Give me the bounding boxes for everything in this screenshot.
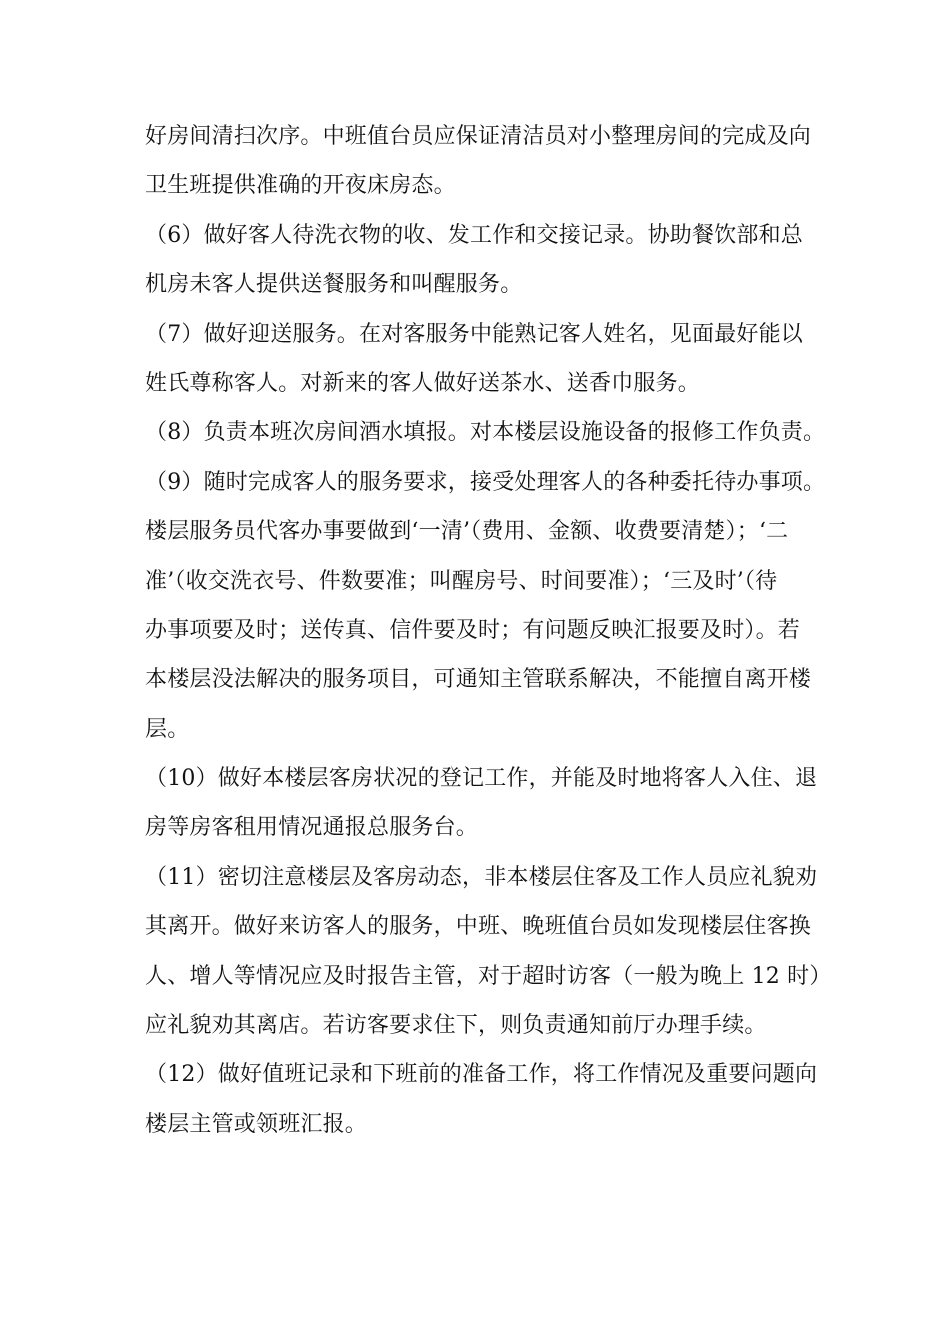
text-line: （12）做好值班记录和下班前的准备工作，将工作情况及重要问题向 xyxy=(145,1062,818,1088)
text-line: 姓氏尊称客人。对新来的客人做好送茶水、送香巾服务。 xyxy=(145,370,701,396)
text-line: 准’（收交洗衣号、件数要准；叫醒房号、时间要准）；‘三及时’（待 xyxy=(145,568,778,594)
text-line: 楼层主管或领班汇报。 xyxy=(145,1111,368,1137)
text-line: （10）做好本楼层客房状况的登记工作，并能及时地将客人入住、退 xyxy=(145,766,818,792)
text-line: （11）密切注意楼层及客房动态，非本楼层住客及工作人员应礼貌劝 xyxy=(145,864,818,890)
text-line: （9）随时完成客人的服务要求，接受处理客人的各种委托待办事项。 xyxy=(145,469,826,495)
text-line: 机房未客人提供送餐服务和叫醒服务。 xyxy=(145,272,523,298)
text-line: 其离开。做好来访客人的服务，中班、晚班值台员如发现楼层住客换 xyxy=(145,914,812,940)
text-line: 房等房客租用情况通报总服务台。 xyxy=(145,815,479,841)
text-line: 好房间清扫次序。中班值台员应保证清洁员对小整理房间的完成及向 xyxy=(145,124,812,149)
text-line: （8）负责本班次房间酒水填报。对本楼层设施设备的报修工作负责。 xyxy=(145,420,826,446)
text-line: 人、增人等情况应及时报告主管，对于超时访客（一般为晚上 12 时） xyxy=(145,963,832,989)
text-line: （6）做好客人待洗衣物的收、发工作和交接记录。协助餐饮部和总 xyxy=(145,222,803,248)
text-line: 楼层服务员代客办事要做到‘一清’（费用、金额、收费要清楚）；‘二 xyxy=(145,519,789,545)
text-line: （7）做好迎送服务。在对客服务中能熟记客人姓名，见面最好能以 xyxy=(145,321,803,347)
text-line: 办事项要及时；送传真、信件要及时；有问题反映汇报要及时）。若 xyxy=(145,617,801,643)
body-text xyxy=(145,112,832,1149)
text-line: 层。 xyxy=(145,716,190,742)
text-line: 应礼貌劝其离店。若访客要求住下，则负责通知前厅办理手续。 xyxy=(145,1013,767,1039)
text-line: 本楼层没法解决的服务项目，可通知主管联系解决，不能擅自离开楼 xyxy=(145,667,812,693)
text-line: 卫生班提供准确的开夜床房态。 xyxy=(145,173,456,199)
